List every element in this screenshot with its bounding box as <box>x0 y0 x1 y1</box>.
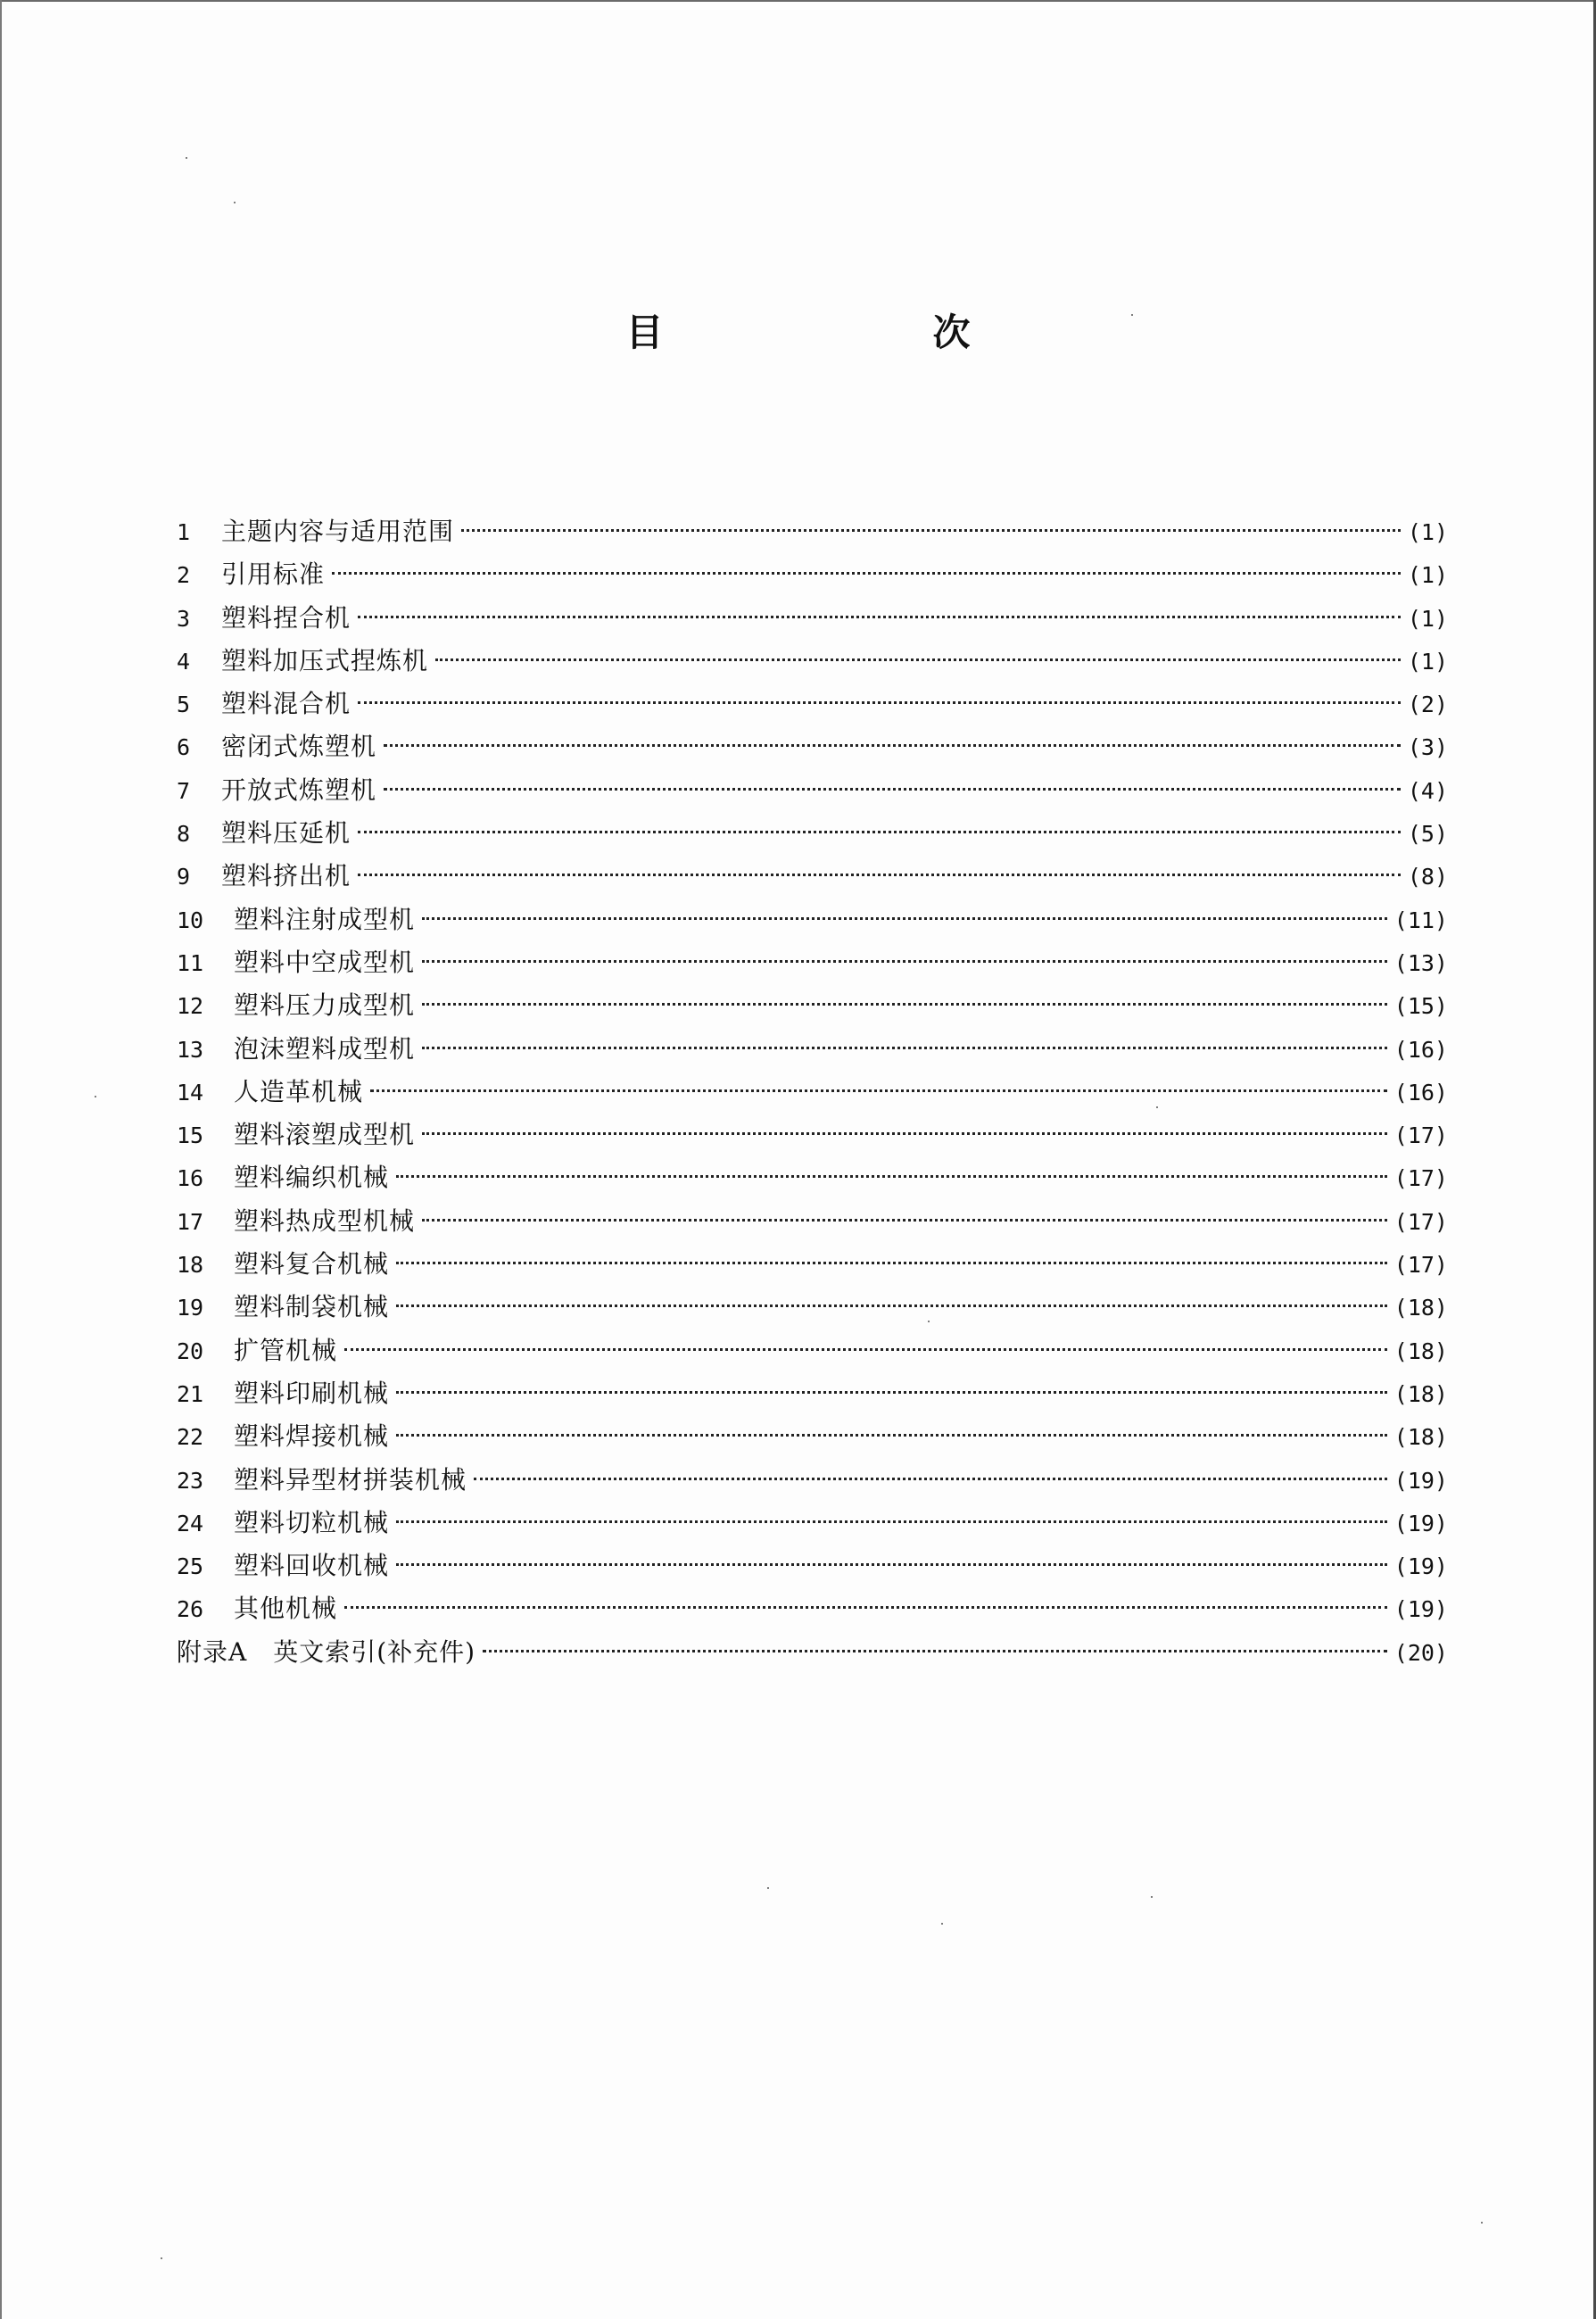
toc-number: 5 <box>177 692 191 718</box>
toc-number: 10 <box>177 907 204 933</box>
toc-number: 1 <box>177 519 191 545</box>
dot-leader <box>370 1089 1387 1092</box>
page-title: 目 次 <box>625 311 1087 354</box>
toc-page-number: (4) <box>1407 777 1448 804</box>
table-of-contents <box>177 510 1448 1674</box>
toc-number: 4 <box>177 648 191 675</box>
dot-leader <box>396 1304 1387 1307</box>
toc-page-number: (18) <box>1393 1295 1448 1321</box>
scan-speck <box>1481 2222 1483 2224</box>
toc-number: 17 <box>177 1208 204 1235</box>
toc-number: 24 <box>177 1510 204 1536</box>
toc-number: 23 <box>177 1467 204 1494</box>
toc-title: 塑料压延机 <box>221 818 351 849</box>
toc-number: 20 <box>177 1338 204 1364</box>
toc-row[interactable] <box>177 1545 1448 1587</box>
dot-leader <box>435 658 1401 661</box>
toc-title: 塑料回收机械 <box>234 1551 390 1581</box>
toc-page-number: (1) <box>1407 519 1448 545</box>
dot-leader <box>358 616 1401 618</box>
scan-speck <box>161 2257 162 2259</box>
toc-number: 7 <box>177 777 191 804</box>
toc-page-number: (16) <box>1393 1036 1448 1063</box>
dot-leader <box>384 744 1401 747</box>
dot-leader <box>422 1047 1387 1049</box>
dot-leader <box>396 1262 1387 1264</box>
toc-row[interactable] <box>177 855 1448 898</box>
toc-title: 塑料复合机械 <box>234 1249 390 1280</box>
toc-title: 塑料压力成型机 <box>234 990 416 1021</box>
toc-row-appendix[interactable] <box>177 1631 1448 1674</box>
toc-row[interactable] <box>177 1415 1448 1458</box>
toc-title: 附录A 英文索引(补充件) <box>177 1636 476 1667</box>
dot-leader <box>396 1434 1387 1437</box>
toc-title: 塑料滚塑成型机 <box>234 1120 416 1150</box>
toc-page-number: (20) <box>1393 1639 1448 1666</box>
toc-page-number: (18) <box>1393 1424 1448 1451</box>
toc-title: 塑料挤出机 <box>221 861 351 891</box>
toc-page-number: (19) <box>1393 1510 1448 1536</box>
toc-title: 其他机械 <box>234 1594 338 1624</box>
toc-title: 塑料捏合机 <box>221 602 351 633</box>
dot-leader <box>344 1606 1387 1609</box>
toc-number: 19 <box>177 1295 204 1321</box>
toc-title: 塑料编织机械 <box>234 1163 390 1193</box>
scan-speck <box>1151 1896 1153 1898</box>
toc-number: 21 <box>177 1380 204 1407</box>
toc-row[interactable] <box>177 510 1448 553</box>
toc-number: 3 <box>177 605 191 632</box>
dot-leader <box>358 701 1401 704</box>
toc-title: 塑料切粒机械 <box>234 1507 390 1537</box>
toc-row[interactable] <box>177 1156 1448 1199</box>
toc-page-number: (17) <box>1393 1208 1448 1235</box>
toc-number: 13 <box>177 1036 204 1063</box>
dot-leader <box>422 917 1387 920</box>
toc-number: 26 <box>177 1596 204 1623</box>
toc-number: 11 <box>177 949 204 976</box>
dot-leader <box>344 1348 1387 1351</box>
toc-title: 密闭式炼塑机 <box>221 732 377 762</box>
toc-number: 14 <box>177 1079 204 1106</box>
toc-row[interactable] <box>177 899 1448 941</box>
toc-title: 塑料印刷机械 <box>234 1378 390 1408</box>
toc-title: 塑料加压式捏炼机 <box>221 645 429 675</box>
toc-row[interactable] <box>177 1286 1448 1329</box>
toc-page-number: (11) <box>1393 907 1448 933</box>
dot-leader <box>396 1175 1387 1178</box>
toc-number: 6 <box>177 734 191 761</box>
toc-page-number: (19) <box>1393 1467 1448 1494</box>
scan-speck <box>186 157 187 159</box>
toc-title: 塑料热成型机械 <box>234 1205 416 1236</box>
toc-row[interactable] <box>177 725 1448 768</box>
toc-row[interactable] <box>177 769 1448 812</box>
toc-row[interactable] <box>177 1587 1448 1630</box>
scan-speck <box>1131 314 1133 316</box>
toc-title: 塑料制袋机械 <box>234 1292 390 1322</box>
toc-row[interactable] <box>177 1502 1448 1545</box>
toc-title: 塑料混合机 <box>221 689 351 719</box>
toc-page-number: (17) <box>1393 1122 1448 1149</box>
scan-speck <box>1156 1106 1158 1108</box>
toc-row[interactable] <box>177 1329 1448 1372</box>
toc-row[interactable] <box>177 1028 1448 1071</box>
toc-row[interactable] <box>177 640 1448 683</box>
toc-page-number: (16) <box>1393 1079 1448 1106</box>
dot-leader <box>396 1520 1387 1523</box>
toc-row[interactable] <box>177 812 1448 855</box>
dot-leader <box>358 831 1401 833</box>
toc-row[interactable] <box>177 984 1448 1027</box>
toc-row[interactable] <box>177 1071 1448 1114</box>
toc-row[interactable] <box>177 597 1448 640</box>
toc-number: 18 <box>177 1252 204 1279</box>
toc-page-number: (1) <box>1407 648 1448 675</box>
toc-row[interactable] <box>177 683 1448 725</box>
toc-page-number: (19) <box>1393 1553 1448 1580</box>
toc-row[interactable] <box>177 1459 1448 1502</box>
toc-page-number: (2) <box>1407 692 1448 718</box>
toc-number: 2 <box>177 562 191 589</box>
toc-title: 泡沫塑料成型机 <box>234 1033 416 1064</box>
toc-page-number: (1) <box>1407 562 1448 589</box>
dot-leader <box>358 874 1401 876</box>
dot-leader <box>396 1563 1387 1566</box>
dot-leader <box>461 529 1401 532</box>
scan-speck <box>941 1923 943 1925</box>
page-top-edge <box>0 0 1596 7</box>
dot-leader <box>422 1219 1387 1222</box>
toc-row[interactable] <box>177 1372 1448 1415</box>
toc-number: 15 <box>177 1122 204 1149</box>
toc-page-number: (17) <box>1393 1252 1448 1279</box>
toc-title: 塑料中空成型机 <box>234 947 416 977</box>
toc-number: 9 <box>177 864 191 890</box>
dot-leader <box>422 960 1387 963</box>
dot-leader <box>332 572 1401 575</box>
scan-speck <box>928 1321 930 1322</box>
dot-leader <box>422 1003 1387 1006</box>
toc-page-number: (13) <box>1393 949 1448 976</box>
toc-title: 主题内容与适用范围 <box>221 517 455 546</box>
scan-speck <box>767 1887 769 1889</box>
toc-page-number: (18) <box>1393 1338 1448 1364</box>
toc-title: 塑料焊接机械 <box>234 1421 390 1452</box>
toc-page-number: (15) <box>1393 993 1448 1020</box>
toc-number: 22 <box>177 1424 204 1451</box>
toc-title: 人造革机械 <box>234 1076 364 1106</box>
toc-title: 塑料异型材拼装机械 <box>234 1464 467 1495</box>
toc-row[interactable] <box>177 553 1448 596</box>
toc-number: 12 <box>177 993 204 1020</box>
toc-page-number: (17) <box>1393 1165 1448 1192</box>
scan-speck <box>234 202 236 203</box>
dot-leader <box>384 788 1401 791</box>
toc-row[interactable] <box>177 941 1448 984</box>
toc-page-number: (19) <box>1393 1596 1448 1623</box>
toc-title: 引用标准 <box>221 559 326 590</box>
dot-leader <box>422 1132 1387 1135</box>
toc-row[interactable] <box>177 1200 1448 1243</box>
dot-leader <box>396 1391 1387 1394</box>
toc-row[interactable] <box>177 1243 1448 1286</box>
toc-title: 扩管机械 <box>234 1335 338 1365</box>
toc-title: 塑料注射成型机 <box>234 904 416 934</box>
dot-leader <box>483 1650 1387 1652</box>
toc-number: 16 <box>177 1165 204 1192</box>
toc-page-number: (8) <box>1407 864 1448 890</box>
dot-leader <box>474 1478 1387 1480</box>
toc-page-number: (1) <box>1407 605 1448 632</box>
toc-row[interactable] <box>177 1114 1448 1156</box>
scan-speck <box>95 1096 96 1097</box>
toc-number: 8 <box>177 821 191 848</box>
toc-number: 25 <box>177 1553 204 1580</box>
toc-page-number: (5) <box>1407 821 1448 848</box>
toc-page-number: (18) <box>1393 1380 1448 1407</box>
toc-title: 开放式炼塑机 <box>221 774 377 805</box>
toc-page-number: (3) <box>1407 734 1448 761</box>
